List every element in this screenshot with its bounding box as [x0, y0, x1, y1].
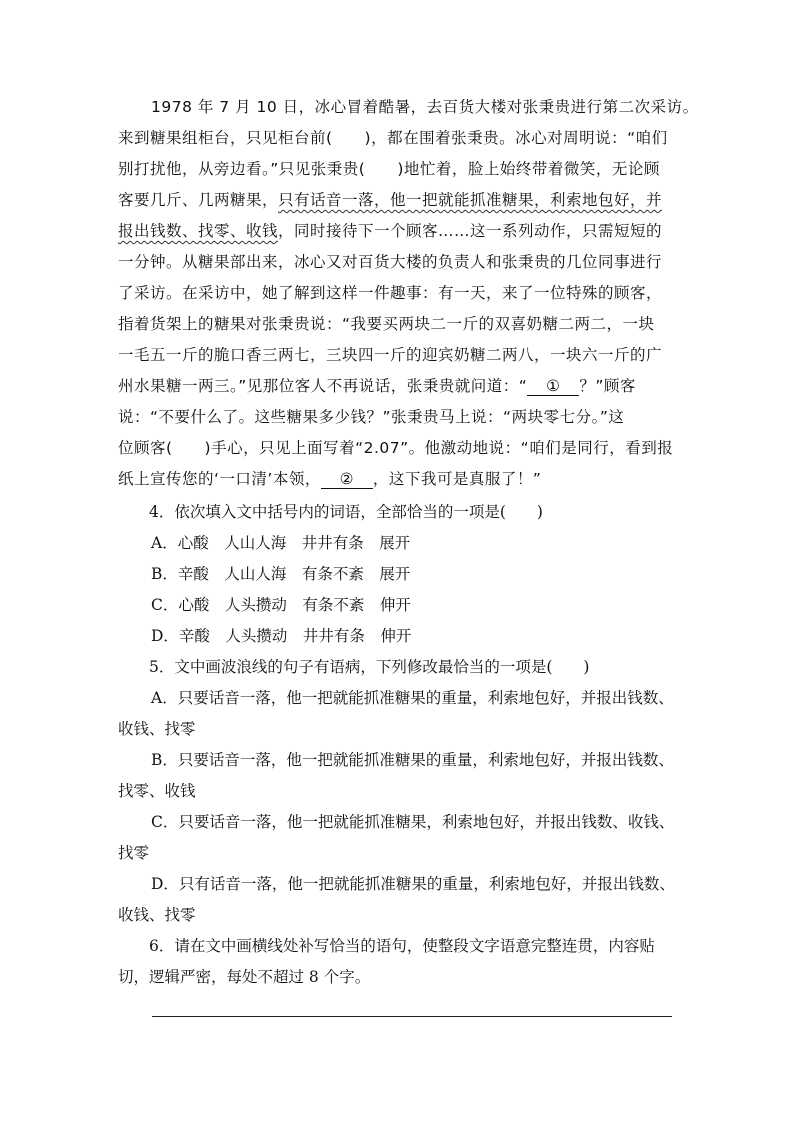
passage-text: 一分钟。从糖果部出来，冰心又对百货大楼的负责人和张秉贵的几位同事进行 [118, 253, 663, 271]
passage-text: 来到糖果组柜台，只见柜台前( )，都在围着张秉贵。冰心对周明说：“咱们 [118, 129, 668, 147]
passage-line [118, 464, 674, 495]
question-5-option-a-cont[interactable]: 收钱、找零 [118, 720, 196, 738]
question-4-option-c[interactable]: C．心酸 人头攒动 有条不紊 伸开 [151, 596, 411, 614]
answer-line[interactable] [152, 1016, 672, 1017]
passage-line [118, 216, 674, 247]
question-5-option-a[interactable]: A．只要话音一落，他一把就能抓准糖果的重量，利索地包好，并报出钱数、 [151, 689, 674, 707]
passage-text: 别打扰他，从旁边看。”只见张秉贵( )地忙着，脸上始终带着微笑，无论顾 [118, 160, 660, 178]
passage-text: ，这下我可是真服了！” [372, 470, 542, 488]
wavy-underlined-sentence: 报出钱数、找零、收钱 [118, 222, 279, 240]
question-5-option-c[interactable]: C．只要话音一落，他一把就能抓准糖果，利索地包好，并报出钱数、收钱、 [151, 813, 675, 831]
passage-text: ？”顾客 [579, 377, 636, 395]
question-5-option-c-cont[interactable]: 找零 [118, 844, 150, 862]
passage-line [118, 371, 674, 402]
passage-text: 1978 年 7 月 10 日，冰心冒着酷暑，去百货大楼对张秉贵进行第二次采访。 [151, 98, 699, 116]
question-4-option-d[interactable]: D．辛酸 人头攒动 井井有条 伸开 [151, 627, 412, 645]
fill-blank-2[interactable]: ② [321, 470, 373, 489]
passage-line [118, 340, 674, 371]
passage-line [118, 278, 674, 309]
passage-text: 了采访。在采访中，她了解到这样一件趣事：有一天，来了一位特殊的顾客， [118, 284, 663, 302]
passage-text: ，同时接待下一个顾客……这一系列动作，只需短短的 [278, 222, 663, 240]
fill-blank-1[interactable]: ① [527, 377, 579, 396]
passage-text: 指着货架上的糖果对张秉贵说：“我要买两块二一斤的双喜奶糖二两二，一块 [118, 315, 655, 333]
question-5-option-b[interactable]: B．只要话音一落，他一把就能抓准糖果的重量，利索地包好，并报出钱数、 [151, 751, 674, 769]
question-4-option-a[interactable]: A．心酸 人山人海 井井有条 展开 [151, 534, 411, 552]
passage-text: 州水果糖一两三。”见那位客人不再说话，张秉贵就问道：“ [118, 377, 528, 395]
question-4-option-b[interactable]: B．辛酸 人山人海 有条不紊 展开 [151, 565, 411, 583]
passage-text: 位顾客( )手心，只见上面写着“2.07”。他激动地说：“咱们是同行，看到报 [118, 439, 674, 457]
question-4-stem: 4．依次填入文中括号内的词语，全部恰当的一项是( ) [149, 503, 543, 521]
reading-passage [118, 92, 699, 495]
wavy-underlined-sentence: 只有话音一落，他一把就能抓准糖果，利索地包好，并 [278, 191, 663, 209]
question-5-stem: 5．文中画波浪线的句子有语病，下列修改最恰当的一项是( ) [149, 658, 590, 676]
passage-line [118, 185, 674, 216]
question-5-option-d-cont[interactable]: 收钱、找零 [118, 906, 196, 924]
passage-line [118, 402, 674, 433]
passage-text: 说：“不要什么了。这些糖果多少钱？”张秉贵马上说：“两块零七分。”这 [118, 408, 625, 426]
passage-line [118, 154, 674, 185]
passage-line [118, 247, 674, 278]
question-5-option-b-cont[interactable]: 找零、收钱 [118, 782, 196, 800]
question-5-option-d[interactable]: D．只有话音一落，他一把就能抓准糖果的重量，利索地包好，并报出钱数、 [151, 875, 675, 893]
passage-line [118, 309, 674, 340]
question-6-stem: 6．请在文中画横线处补写恰当的语句，使整段文字语意完整连贯，内容贴 [149, 937, 655, 955]
passage-text: 一毛五一斤的脆口香三两七，三块四一斤的迎宾奶糖二两八，一块六一斤的广 [118, 346, 663, 364]
passage-text: 纸上宣传您的‘一口清’本领， [118, 470, 321, 488]
passage-line [118, 433, 674, 464]
passage-line [118, 92, 699, 123]
passage-line [118, 123, 674, 154]
questions-section [118, 497, 674, 993]
question-6-stem-cont: 切，逻辑严密，每处不超过 8 个字。 [118, 968, 371, 986]
passage-text: 客要几斤、几两糖果， [118, 191, 279, 209]
